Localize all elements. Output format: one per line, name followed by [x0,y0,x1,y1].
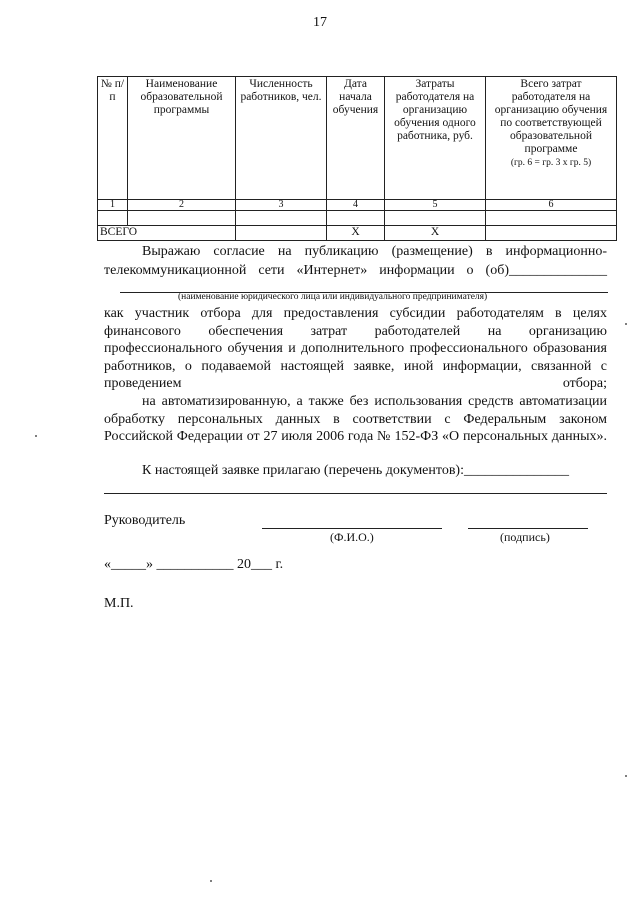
scan-dot [625,323,627,325]
table-cell[interactable] [98,211,128,226]
attachments-line: К настоящей заявке прилагаю (перечень документов):_______________ [142,463,569,478]
table-cell[interactable] [385,211,486,226]
signature-line[interactable] [468,528,588,529]
scan-dot [35,435,37,437]
table-row-empty [98,211,617,226]
personal-data-paragraph: на автоматизированную, а также без использования средств автоматизации обработку персональных данных в соответствии с Федеральным законом Российской Федерации от 27 июля 2006 года № 152-ФЗ «О персональных данных». [104,394,607,444]
attachments-blank-line[interactable] [104,493,607,494]
total-mark-col4: Х [327,226,385,241]
table-cell[interactable] [486,211,617,226]
column-number: 3 [236,200,327,211]
header-cost-per-employee: Затраты работодателя на организацию обучения одного работника, руб. [385,77,486,200]
table-cell[interactable] [327,211,385,226]
total-mark-col5: Х [385,226,486,241]
signature-caption: (подпись) [500,530,550,544]
entity-name-caption: (наименование юридического лица или индивидуального предпринимателя) [178,292,488,302]
cost-table [97,76,617,241]
column-number: 1 [98,200,128,211]
consent-line-2: телекоммуникационной сети «Интернет» информации о (об)______________ [104,263,607,278]
fio-caption: (Ф.И.О.) [330,530,374,544]
table-cell[interactable] [128,211,236,226]
scan-dot [210,880,212,882]
column-number: 2 [128,200,236,211]
table-row-column-numbers [98,200,617,211]
consent-line-1: Выражаю согласие на публикацию (размещение) в информационно- [142,244,607,259]
header-total-cost [486,77,617,200]
fio-line[interactable] [262,528,442,529]
head-label: Руководитель [104,513,186,528]
header-program-name: Наименование образовательной программы [128,77,236,200]
page-number: 17 [313,15,327,30]
header-employees-count: Численность работников, чел. [236,77,327,200]
header-number: № п/п [98,77,128,200]
column-number: 6 [486,200,617,211]
total-employees-cell[interactable] [236,226,327,241]
table-cell[interactable] [236,211,327,226]
header-start-date: Дата начала обучения [327,77,385,200]
consent-body-paragraph: как участник отбора для предоставления субсидии работодателям в целях финансового обеспечения затрат работодателей на организацию профессионального обучения и дополнительного профессионального образования работников, о подаваемой настоящей заявке, иной информации, связанной с проведением отбора; [104,306,607,391]
header-formula: (гр. 6 = гр. 3 х гр. 5) [510,158,592,168]
column-number: 5 [385,200,486,211]
scan-dot [625,775,627,777]
column-number: 4 [327,200,385,211]
total-cost-cell[interactable] [486,226,617,241]
table-row-total [98,226,617,241]
header-total-cost-label: Всего затрат работодателя на организацию обучения по соответствующей образовательной программе [494,78,608,155]
total-label: ВСЕГО [98,226,236,241]
stamp-label: М.П. [104,596,134,611]
date-line: «_____» ___________ 20___ г. [104,557,284,572]
